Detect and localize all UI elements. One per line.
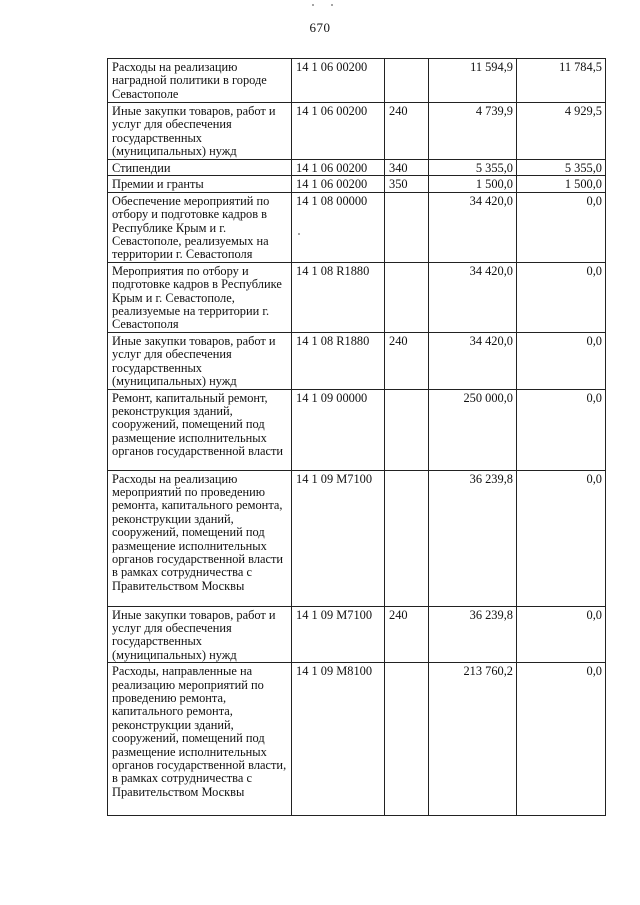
page-number: 670: [309, 20, 331, 35]
cell-expense-type: [385, 59, 429, 103]
cell-code: 14 1 08 00000: [292, 192, 385, 262]
budget-table: [107, 58, 606, 816]
cell-expense-type: 350: [385, 176, 429, 192]
cell-name: Иные закупки товаров, работ и услуг для обеспечения государственных (муниципальных) нужд: [108, 606, 292, 663]
cell-expense-type: 340: [385, 160, 429, 176]
scan-speck: [298, 233, 300, 235]
cell-amount-1: 213 760,2: [429, 663, 517, 816]
cell-amount-2: 5 355,0: [517, 160, 606, 176]
cell-code: 14 1 09 M7100: [292, 470, 385, 606]
cell-amount-2: 0,0: [517, 389, 606, 470]
cell-expense-type: [385, 470, 429, 606]
cell-amount-2: 0,0: [517, 606, 606, 663]
cell-expense-type: 240: [385, 606, 429, 663]
cell-name: Иные закупки товаров, работ и услуг для обеспечения государственных (муниципальных) нужд: [108, 332, 292, 389]
cell-amount-1: 4 739,9: [429, 103, 517, 160]
table-row: [108, 470, 606, 606]
cell-amount-1: 11 594,9: [429, 59, 517, 103]
cell-name: Стипендии: [108, 160, 292, 176]
cell-name: Обеспечение мероприятий по отбору и подготовке кадров в Республике Крым и г. Севастополе, реализуемых на территории г. Севастополя: [108, 192, 292, 262]
cell-name: Премии и гранты: [108, 176, 292, 192]
cell-amount-2: 0,0: [517, 262, 606, 332]
table-row: [108, 192, 606, 262]
cell-name: Ремонт, капитальный ремонт, реконструкция зданий, сооружений, помещений под размещение исполнительных органов государственной власти: [108, 389, 292, 470]
cell-code: 14 1 09 00000: [292, 389, 385, 470]
scan-speck: [331, 4, 333, 6]
cell-amount-2: 0,0: [517, 192, 606, 262]
cell-amount-2: 11 784,5: [517, 59, 606, 103]
cell-amount-1: 1 500,0: [429, 176, 517, 192]
table-row: [108, 160, 606, 176]
table-row: [108, 176, 606, 192]
cell-amount-1: 36 239,8: [429, 606, 517, 663]
table-row: [108, 606, 606, 663]
cell-code: 14 1 06 00200: [292, 176, 385, 192]
cell-expense-type: 240: [385, 103, 429, 160]
cell-code: 14 1 09 M8100: [292, 663, 385, 816]
table-row: [108, 389, 606, 470]
cell-amount-2: 0,0: [517, 663, 606, 816]
cell-name: Расходы, направленные на реализацию мероприятий по проведению ремонта, капитального ремонта, реконструкции зданий, сооружений, помещений под размещение исполнительных органов государственной власти, в рамках сотрудничества с Правительством Москвы: [108, 663, 292, 816]
cell-name: Мероприятия по отбору и подготовке кадров в Республике Крым и г. Севастополе, реализуемые на территории г. Севастополя: [108, 262, 292, 332]
cell-amount-2: 4 929,5: [517, 103, 606, 160]
cell-amount-1: 250 000,0: [429, 389, 517, 470]
cell-amount-2: 0,0: [517, 470, 606, 606]
cell-code: 14 1 08 R1880: [292, 262, 385, 332]
budget-table-body: [108, 59, 606, 816]
cell-code: 14 1 09 M7100: [292, 606, 385, 663]
cell-amount-1: 34 420,0: [429, 332, 517, 389]
cell-name: Расходы на реализацию наградной политики в городе Севастополе: [108, 59, 292, 103]
table-row: [108, 59, 606, 103]
cell-expense-type: [385, 389, 429, 470]
cell-expense-type: 240: [385, 332, 429, 389]
scan-speck: [312, 4, 314, 6]
table-row: [108, 262, 606, 332]
cell-name: Расходы на реализацию мероприятий по проведению ремонта, капитального ремонта, реконструкции зданий, сооружений, помещений под размещение исполнительных органов государственной власти в рамках сотрудничества с Правительством Москвы: [108, 470, 292, 606]
cell-amount-1: 34 420,0: [429, 192, 517, 262]
cell-amount-1: 34 420,0: [429, 262, 517, 332]
cell-expense-type: [385, 262, 429, 332]
cell-code: 14 1 08 R1880: [292, 332, 385, 389]
cell-amount-2: 1 500,0: [517, 176, 606, 192]
cell-code: 14 1 06 00200: [292, 160, 385, 176]
cell-code: 14 1 06 00200: [292, 59, 385, 103]
cell-amount-1: 36 239,8: [429, 470, 517, 606]
table-row: [108, 332, 606, 389]
table-row: [108, 663, 606, 816]
cell-expense-type: [385, 663, 429, 816]
cell-name: Иные закупки товаров, работ и услуг для обеспечения государственных (муниципальных) нужд: [108, 103, 292, 160]
cell-expense-type: [385, 192, 429, 262]
cell-code: 14 1 06 00200: [292, 103, 385, 160]
cell-amount-1: 5 355,0: [429, 160, 517, 176]
cell-amount-2: 0,0: [517, 332, 606, 389]
table-row: [108, 103, 606, 160]
